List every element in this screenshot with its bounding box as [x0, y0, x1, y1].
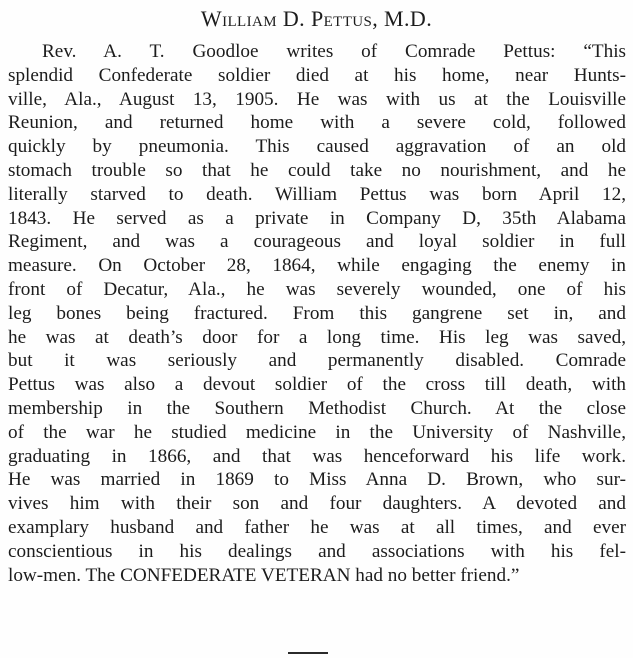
body-line: leg bones being fractured. From this gangrene set in, and — [8, 302, 626, 324]
body-line: literally starved to death. William Pettus was born April 12, — [8, 183, 626, 205]
body-line: splendid Confederate soldier died at his home, near Hunts- — [8, 64, 626, 86]
body-line: examplary husband and father he was at all times, and ever — [8, 516, 626, 538]
body-line: vives him with their son and four daughters. A devoted and — [8, 493, 626, 515]
body-line: low-men. The CONFEDERATE VETERAN had no better friend.” — [8, 564, 520, 586]
body-line: measure. On October 28, 1864, while engaging the enemy in — [8, 255, 626, 277]
body-line: quickly by pneumonia. This caused aggravation of an old — [8, 136, 626, 158]
body-line: He was married in 1869 to Miss Anna D. Brown, who sur- — [8, 469, 626, 491]
body-line: conscientious in his dealings and associations with his fel- — [8, 540, 626, 562]
article-heading: William D. Pettus, M.D. — [200, 6, 433, 31]
body-line: graduating in 1866, and that was henceforward his life work. — [8, 445, 626, 467]
article-body — [8, 40, 626, 587]
body-line: Rev. A. T. Goodloe writes of Comrade Pettus: “This — [42, 41, 626, 62]
body-line: membership in the Southern Methodist Church. At the close — [8, 397, 626, 419]
body-line: front of Decatur, Ala., he was severely wounded, one of his — [8, 278, 626, 300]
body-line: stomach trouble so that he could take no nourishment, and he — [8, 159, 626, 181]
section-divider — [288, 652, 328, 654]
body-line: Pettus was also a devout soldier of the cross till death, with — [8, 374, 626, 396]
body-line: ville, Ala., August 13, 1905. He was with us at the Louisville — [8, 88, 626, 110]
body-line: he was at death’s door for a long time. His leg was saved, — [8, 326, 626, 348]
body-line: but it was seriously and permanently disabled. Comrade — [8, 350, 626, 372]
body-line: Regiment, and was a courageous and loyal soldier in full — [8, 231, 626, 253]
body-line: Reunion, and returned home with a severe cold, followed — [8, 112, 626, 134]
body-line: 1843. He served as a private in Company D, 35th Alabama — [8, 207, 626, 229]
body-line: of the war he studied medicine in the University of Nashville, — [8, 421, 626, 443]
